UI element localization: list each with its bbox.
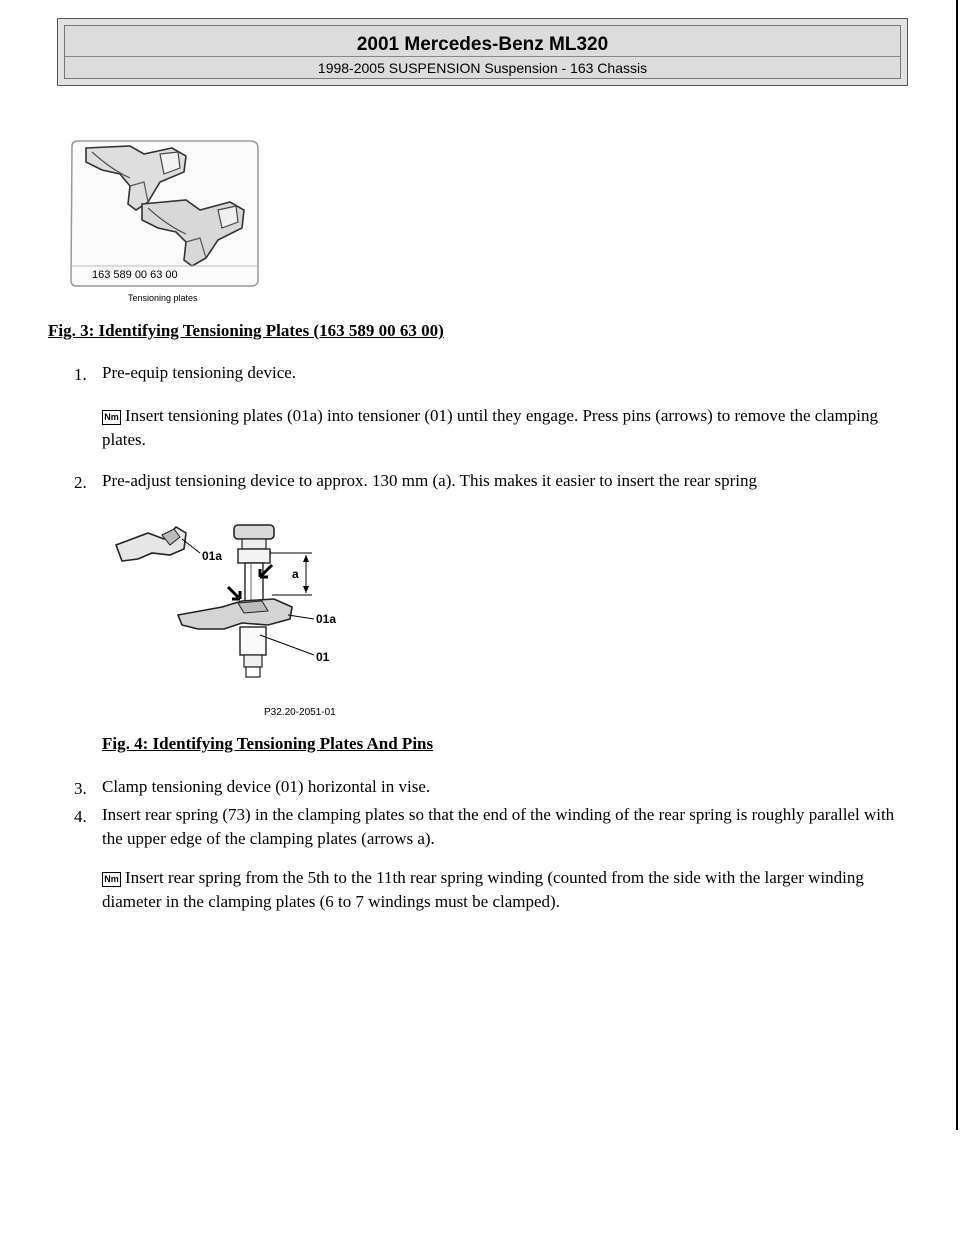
figure-4-label-a: a xyxy=(292,567,299,581)
note-2-text: Insert rear spring from the 5th to the 11th rear spring winding (counted from the side with the larger winding diameter in the clamping plates (6 to 7 windings must be clamped). xyxy=(102,868,864,911)
torque-nm-icon: Nm xyxy=(102,872,121,887)
torque-nm-icon: Nm xyxy=(102,410,121,425)
step-4-text: Insert rear spring (73) in the clamping plates so that the end of the winding of the rear spring is roughly parallel with the upper edge of the clamping plates (arrows a). xyxy=(102,805,895,848)
figure-4-image xyxy=(112,515,352,723)
figure-3-caption: Fig. 3: Identifying Tensioning Plates (163 589 00 63 00) xyxy=(48,321,444,340)
header-divider xyxy=(65,56,900,57)
step-1-number: 1. xyxy=(74,365,87,384)
figure-3-label: Tensioning plates xyxy=(128,293,198,303)
step-3-number: 3. xyxy=(74,779,87,798)
note-1-text: Insert tensioning plates (01a) into tensioner (01) until they engage. Press pins (arrows) to remove the clamping plates. xyxy=(102,406,879,449)
figure-4-label-01a-top: 01a xyxy=(202,549,223,563)
figure-4-code: P32.20-2051-01 xyxy=(264,707,336,718)
note-1 xyxy=(102,404,902,452)
document-header xyxy=(57,18,908,86)
step-4-number: 4. xyxy=(74,807,87,826)
page-right-border xyxy=(956,0,958,1130)
note-2 xyxy=(102,866,902,914)
step-2-number: 2. xyxy=(74,473,87,492)
figure-3-image xyxy=(68,140,260,305)
header-inner-frame xyxy=(64,25,901,79)
figure-4-caption: Fig. 4: Identifying Tensioning Plates And Pins xyxy=(102,734,434,753)
document-subtitle: 1998-2005 SUSPENSION Suspension - 163 Chassis xyxy=(317,60,648,76)
step-3-text: Clamp tensioning device (01) horizontal in vise. xyxy=(102,777,431,796)
figure-3-part-number: 163 589 00 63 00 xyxy=(92,269,178,281)
figure-4-label-01a-mid: 01a xyxy=(316,612,337,626)
step-2-text: Pre-adjust tensioning device to approx. 130 mm (a). This makes it easier to insert the rear spring xyxy=(102,471,757,490)
figure-4-label-01: 01 xyxy=(316,650,330,664)
step-1-text: Pre-equip tensioning device. xyxy=(102,363,297,382)
document-title: 2001 Mercedes-Benz ML320 xyxy=(356,34,609,55)
